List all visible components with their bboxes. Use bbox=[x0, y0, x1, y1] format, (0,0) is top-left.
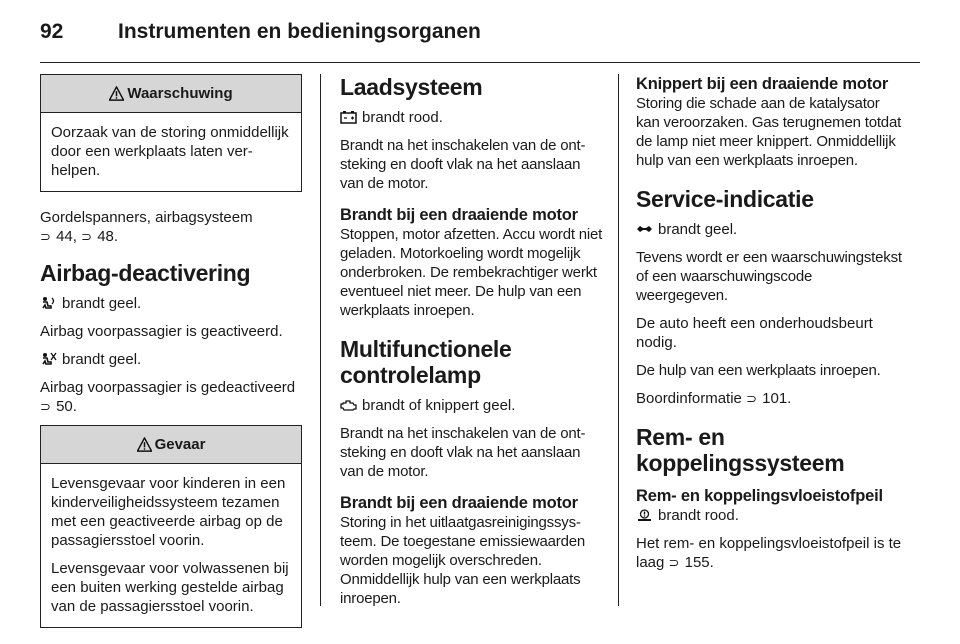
column-2 bbox=[340, 74, 604, 617]
airbag-deactivated-line bbox=[40, 378, 302, 416]
danger-box-text-1: Levensgevaar voor kinderen in een kinderveiligheidssysteem tezamen met een geactiveerde airbag op de passagiersstoel voorin. bbox=[51, 475, 286, 549]
brake-text: brandt rood. bbox=[658, 507, 739, 524]
brake-line bbox=[636, 506, 904, 525]
danger-box-header bbox=[41, 426, 301, 464]
reference-arrow-icon: ⊃ bbox=[746, 391, 757, 406]
column-3 bbox=[636, 74, 904, 581]
page-number: 92 bbox=[40, 20, 64, 43]
laad-subheading: Brandt bij een draaiende motor bbox=[340, 206, 578, 224]
page-header bbox=[40, 18, 920, 63]
airbag-off-line bbox=[40, 350, 302, 369]
battery-text: brandt rood. bbox=[362, 109, 443, 126]
battery-line bbox=[340, 108, 604, 127]
airbag-on-line bbox=[40, 294, 302, 313]
laadsysteem-text: Brandt na het inschakelen van de ontsteking en dooft vlak na het aanslaan van de motor. bbox=[340, 137, 586, 192]
airbag-deactivated-text: Airbag voorpassagier is gedeactiveerd bbox=[40, 379, 296, 396]
warning-box-title: Waarschuwing bbox=[127, 85, 233, 102]
column-1 bbox=[40, 74, 302, 644]
boordinformatie-text: Boordinformatie bbox=[636, 390, 742, 407]
boordinformatie-line bbox=[636, 389, 904, 408]
service-text: brandt geel. bbox=[658, 221, 738, 238]
airbag-activated-text: Airbag voorpassagier is geactiveerd. bbox=[40, 323, 283, 340]
warning-box bbox=[40, 74, 302, 192]
reference-arrow-icon: ⊃ bbox=[81, 229, 93, 244]
laadsysteem-heading: Laadsysteem bbox=[340, 74, 483, 100]
gordel-text: Gordelspanners, airbagsysteem bbox=[40, 209, 253, 226]
rem-subheading: Rem- en koppelingsvloeistofpeil bbox=[636, 487, 883, 505]
engine-lamp-text: brandt of knippert geel. bbox=[362, 397, 516, 414]
gordel-reference bbox=[40, 208, 302, 246]
reference-arrow-icon: ⊃ bbox=[668, 555, 680, 570]
warning-box-header bbox=[41, 75, 301, 113]
service-text-4: De hulp van een werkplaats inroepen. bbox=[636, 362, 881, 379]
knippert-heading: Knippert bij een draaiende motor bbox=[636, 75, 889, 93]
column-divider-1 bbox=[320, 74, 321, 606]
danger-box bbox=[40, 425, 302, 628]
engine-check-icon bbox=[340, 398, 357, 412]
reference-arrow-icon: ⊃ bbox=[40, 229, 51, 244]
service-heading: Service-indicatie bbox=[636, 186, 814, 212]
reference-arrow-icon: ⊃ bbox=[40, 399, 51, 414]
airbag-off-text: brandt geel. bbox=[62, 351, 142, 368]
service-text-3: De auto heeft een onderhoudsbeurt nodig. bbox=[636, 315, 873, 351]
laad-sub-text: Stoppen, motor afzetten. Accu wordt niet geladen. Motorkoeling wordt mogelijk onderbroken. De rembekrachtiger werkt eventueel niet meer. De hulp van een werkplaats inroepen. bbox=[340, 226, 603, 319]
multi-subheading: Brandt bij een draaiende motor bbox=[340, 494, 578, 512]
multifunctionele-heading: Multifunctionele controlelamp bbox=[340, 336, 512, 388]
airbag-on-icon bbox=[40, 296, 57, 310]
wrench-icon bbox=[636, 222, 653, 236]
danger-box-title: Gevaar bbox=[154, 436, 206, 453]
page-link-48[interactable]: 48. bbox=[97, 228, 119, 245]
battery-icon bbox=[340, 110, 357, 124]
rem-heading: Rem- en koppelingssysteem bbox=[636, 424, 845, 476]
brake-icon bbox=[636, 508, 653, 522]
multi-sub-text: Storing in het uitlaatgasreinigingssysteem. De toegestane emissiewaarden worden mogelijk overschreden. Onmiddellijk hulp van een werkplaats inroepen. bbox=[340, 514, 586, 607]
page-link-155[interactable]: 155. bbox=[684, 554, 714, 571]
warning-triangle-icon bbox=[109, 86, 124, 101]
warning-triangle-icon bbox=[137, 437, 152, 452]
chapter-title: Instrumenten en bedieningsorganen bbox=[118, 20, 481, 43]
knippert-text: Storing die schade aan de katalysator kan veroorzaken. Gas terugnemen totdat de lamp niet meer knippert. Onmiddellijk hulp van een werkplaats inroepen. bbox=[636, 95, 902, 169]
multifunctionele-text: Brandt na het inschakelen van de ontsteking en dooft vlak na het aanslaan van de motor. bbox=[340, 425, 586, 480]
danger-box-text-2: Levensgevaar voor volwassenen bij een buiten werking gestelde airbag van de passagiersstoel voorin. bbox=[51, 560, 289, 615]
service-text-2: Tevens wordt er een waarschuwingstekst of een waarschuwingscode weergegeven. bbox=[636, 249, 902, 304]
column-divider-2 bbox=[618, 74, 619, 606]
brake-fluid-text: Het rem- en koppelingsvloeistofpeil is te laag bbox=[636, 535, 902, 571]
page-link-50[interactable]: 50. bbox=[56, 398, 77, 415]
airbag-on-text: brandt geel. bbox=[62, 295, 142, 312]
airbag-heading: Airbag-deactivering bbox=[40, 260, 251, 286]
brake-fluid-line bbox=[636, 534, 904, 572]
service-line bbox=[636, 220, 904, 239]
airbag-off-icon bbox=[40, 352, 57, 366]
warning-box-text: Oorzaak van de storing onmiddellijk door een werkplaats laten verhelpen. bbox=[51, 124, 289, 179]
engine-lamp-line bbox=[340, 396, 604, 415]
page-link-101[interactable]: 101. bbox=[762, 390, 792, 407]
page-link-44[interactable]: 44, bbox=[56, 228, 77, 245]
